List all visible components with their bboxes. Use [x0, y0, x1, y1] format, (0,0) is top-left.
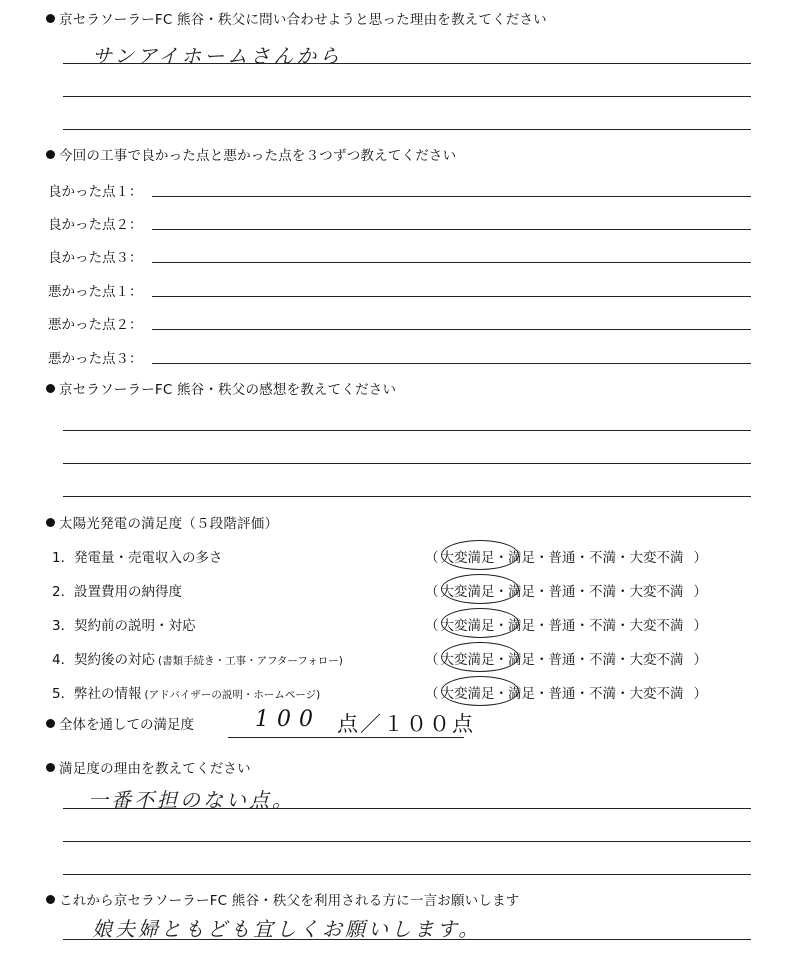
answer-line — [63, 939, 751, 940]
bullet-icon — [46, 895, 55, 904]
answer-line — [63, 808, 751, 809]
rating-option[interactable]: 普通 — [548, 618, 576, 634]
rating-option[interactable]: 不満 — [589, 686, 616, 702]
question-4-title: 太陽光発電の満足度（５段階評価） — [46, 512, 278, 532]
rating-option[interactable]: 満足 — [508, 550, 535, 566]
question-6-title: これから京セラソーラーFC 熊谷・秩父を利用される方に一言お願いします — [46, 889, 519, 909]
rating-option[interactable]: 不満 — [589, 550, 616, 566]
point-label: 悪かった点２： — [48, 317, 143, 333]
selection-circle — [441, 574, 519, 604]
selection-circle — [441, 642, 519, 672]
point-line — [152, 296, 751, 297]
separator-dot: ・ — [494, 652, 508, 668]
rating-item-text: 発電量・売電収入の多さ — [74, 550, 223, 566]
answer-line — [63, 496, 751, 497]
rating-item-number: 2． — [52, 584, 75, 600]
point-line — [152, 329, 751, 330]
answer-line — [63, 841, 751, 842]
answer-line — [63, 96, 751, 97]
close-paren: ） — [693, 618, 707, 634]
point-label: 良かった点３： — [48, 250, 143, 266]
open-paren: （ — [425, 550, 439, 566]
rating-option[interactable]: 不満 — [589, 618, 616, 634]
separator-dot: ・ — [535, 686, 549, 702]
rating-item-label — [52, 682, 320, 702]
question-1-answer: サンアイホームさんから — [92, 44, 343, 68]
answer-line — [63, 874, 751, 875]
rating-option[interactable]: 大変満足 — [440, 652, 495, 668]
rating-option[interactable]: 普通 — [548, 652, 576, 668]
point-label: 良かった点２： — [48, 217, 143, 233]
close-paren: ） — [693, 686, 707, 702]
rating-item-label — [52, 546, 223, 566]
rating-option[interactable]: 普通 — [548, 550, 576, 566]
separator-dot: ・ — [575, 686, 589, 702]
rating-option[interactable]: 大変不満 — [629, 618, 684, 634]
rating-option[interactable]: 満足 — [508, 652, 535, 668]
answer-line — [63, 463, 751, 464]
bullet-icon — [46, 518, 55, 527]
separator-dot: ・ — [535, 618, 549, 634]
point-label: 良かった点１： — [48, 184, 143, 200]
separator-dot: ・ — [535, 652, 549, 668]
rating-option[interactable]: 大変満足 — [440, 584, 495, 600]
rating-item-note: (書類手続き・工事・アフターフォロー) — [158, 655, 343, 667]
rating-option[interactable]: 満足 — [508, 584, 535, 600]
point-label: 悪かった点３： — [48, 351, 143, 367]
rating-item-label — [52, 580, 182, 600]
separator-dot: ・ — [535, 584, 549, 600]
rating-option[interactable]: 大変不満 — [629, 686, 684, 702]
open-paren: （ — [425, 686, 439, 702]
point-line — [152, 363, 751, 364]
rating-option[interactable]: 不満 — [589, 584, 616, 600]
rating-option[interactable]: 大変満足 — [440, 550, 495, 566]
answer-line — [63, 430, 751, 431]
separator-dot: ・ — [575, 584, 589, 600]
separator-dot: ・ — [616, 584, 630, 600]
rating-item-text: 弊社の情報 — [74, 686, 142, 702]
overall-label: 全体を通しての満足度 — [46, 713, 194, 733]
open-paren: （ — [425, 618, 439, 634]
open-paren: （ — [425, 652, 439, 668]
bullet-icon — [46, 719, 55, 728]
separator-dot: ・ — [494, 618, 508, 634]
bullet-icon — [46, 763, 55, 772]
separator-dot: ・ — [535, 550, 549, 566]
rating-option[interactable]: 大変不満 — [629, 652, 684, 668]
rating-item-number: 1． — [52, 550, 75, 566]
bullet-icon — [46, 14, 55, 23]
close-paren: ） — [693, 550, 707, 566]
question-5-answer: 一番不担のない点。 — [88, 788, 295, 812]
separator-dot: ・ — [616, 550, 630, 566]
rating-item-note: (アドバイザーの説明・ホームページ) — [144, 689, 321, 701]
rating-option[interactable]: 大変満足 — [440, 686, 495, 702]
separator-dot: ・ — [575, 550, 589, 566]
separator-dot: ・ — [494, 686, 508, 702]
rating-item-label — [52, 648, 343, 668]
separator-dot: ・ — [616, 652, 630, 668]
selection-circle — [441, 608, 519, 638]
separator-dot: ・ — [616, 686, 630, 702]
close-paren: ） — [693, 652, 707, 668]
point-line — [152, 262, 751, 263]
rating-option[interactable]: 大変不満 — [629, 550, 684, 566]
separator-dot: ・ — [494, 550, 508, 566]
rating-item-number: 4． — [52, 652, 75, 668]
separator-dot: ・ — [494, 584, 508, 600]
separator-dot: ・ — [616, 618, 630, 634]
rating-option[interactable]: 普通 — [548, 686, 576, 702]
question-3-title: 京セラソーラーFC 熊谷・秩父の感想を教えてください — [46, 378, 396, 398]
open-paren: （ — [425, 584, 439, 600]
point-line — [152, 196, 751, 197]
rating-option[interactable]: 満足 — [508, 618, 535, 634]
point-line — [152, 229, 751, 230]
close-paren: ） — [693, 584, 707, 600]
question-2-title: 今回の工事で良かった点と悪かった点を３つずつ教えてください — [46, 144, 456, 164]
answer-line — [63, 63, 751, 64]
rating-option[interactable]: 不満 — [589, 652, 616, 668]
question-5-title: 満足度の理由を教えてください — [46, 757, 251, 777]
rating-option[interactable]: 大変満足 — [440, 618, 495, 634]
question-1-title: 京セラソーラーFC 熊谷・秩父に問い合わせようと思った理由を教えてください — [46, 8, 547, 28]
selection-circle — [441, 676, 519, 706]
rating-item-text: 設置費用の納得度 — [74, 584, 182, 600]
rating-item-text: 契約後の対応 — [74, 652, 155, 668]
bullet-icon — [46, 384, 55, 393]
rating-option[interactable]: 普通 — [548, 584, 576, 600]
rating-option[interactable]: 大変不満 — [629, 584, 684, 600]
overall-score: 100 — [255, 707, 321, 732]
overall-suffix: 点／１００点 — [337, 712, 475, 736]
selection-circle — [441, 540, 519, 570]
bullet-icon — [46, 150, 55, 159]
point-label: 悪かった点１： — [48, 284, 143, 300]
rating-item-number: 5． — [52, 686, 75, 702]
rating-item-number: 3． — [52, 618, 75, 634]
rating-item-label — [52, 614, 196, 634]
separator-dot: ・ — [575, 618, 589, 634]
question-6-answer: 娘夫婦ともども宜しくお願いします。 — [92, 917, 482, 941]
answer-line — [63, 129, 751, 130]
rating-item-text: 契約前の説明・対応 — [74, 618, 196, 634]
rating-option[interactable]: 満足 — [508, 686, 535, 702]
separator-dot: ・ — [575, 652, 589, 668]
